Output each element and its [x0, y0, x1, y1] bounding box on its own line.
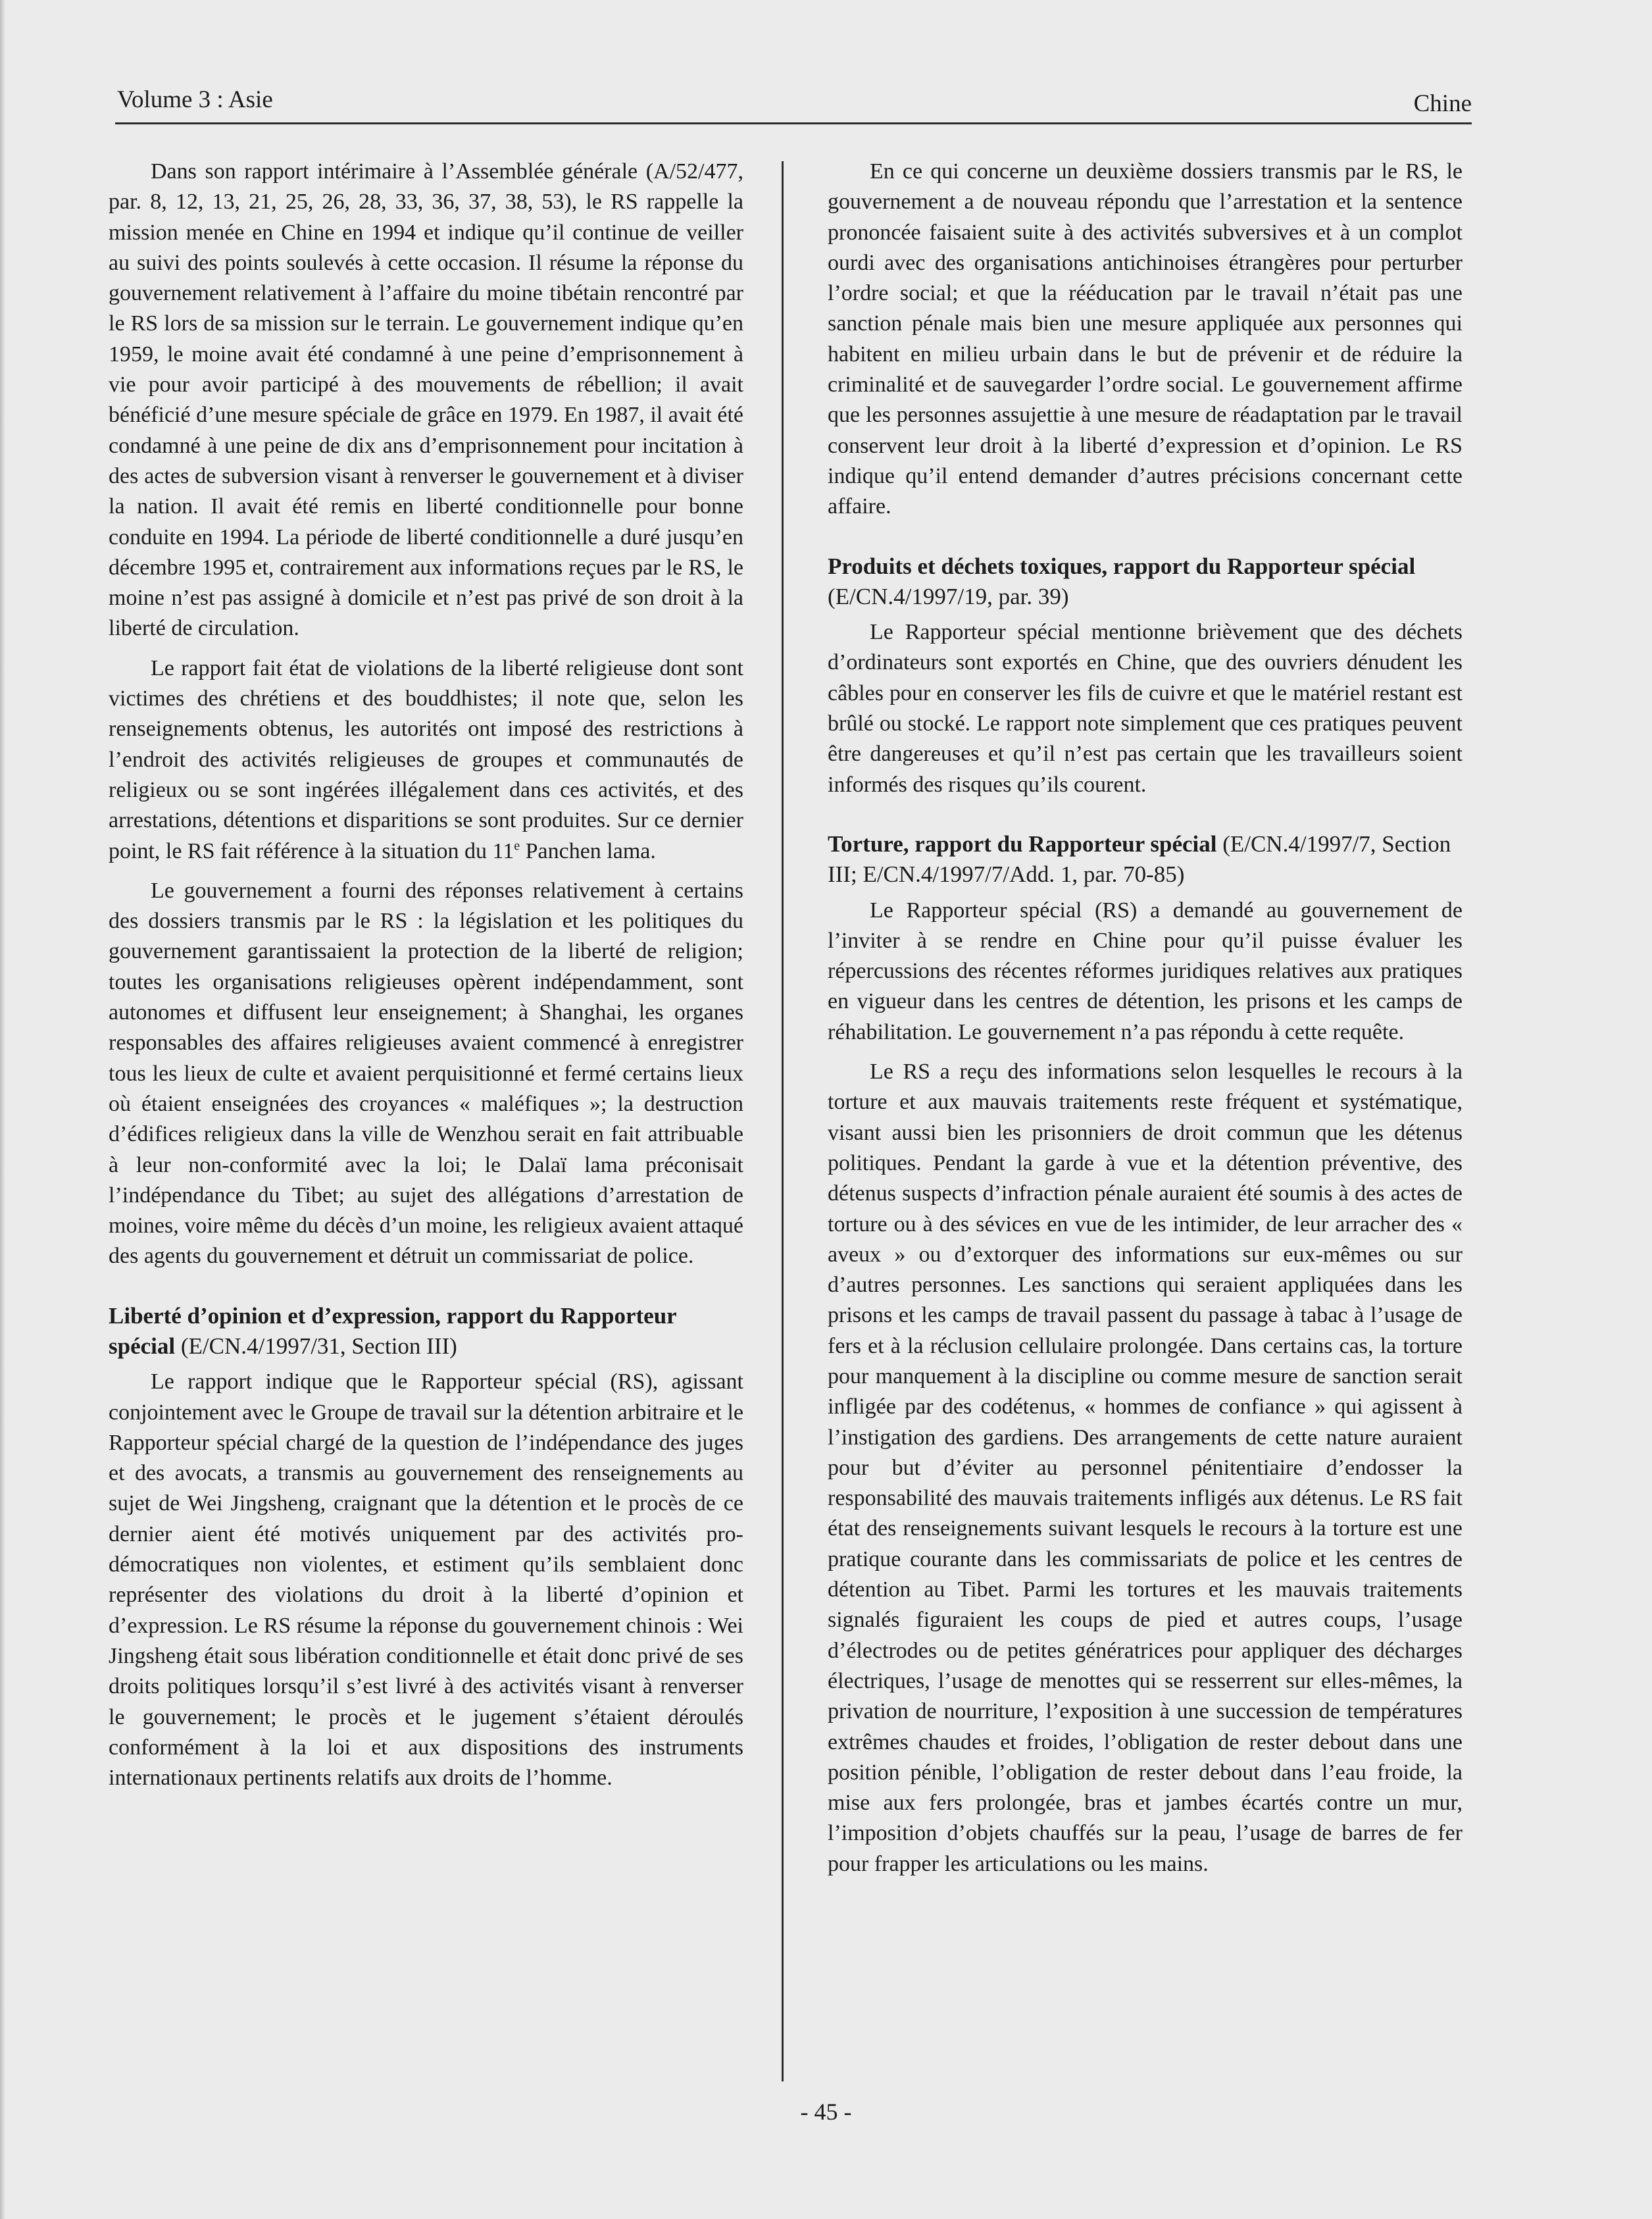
heading-title: Liberté d’opinion et d’expression, rapport du Rapporteur spécial [109, 1302, 677, 1359]
paragraph-second-dossier: En ce qui concerne un deuxième dossiers transmis par le RS, le gouvernement a de nouveau répondu que l’arrestation et la sentence prononcée faisaient suite à des activités subversives et à un complot ourdi avec des organisations antichinoises étrangères pour perturber l’ordre social; et que la rééducation par le travail n’était pas une sanction pénale mais bien une mesure appliquée aux personnes qui habitent en milieu urbain dans le but de prévenir et de réduire la criminalité et de sauvegarder l’ordre social. Le gouvernement affirme que les personnes assujettie à une mesure de réadaptation par le travail conservent leur droit à la liberté d’expression et d’opinion. Le RS indique qu’il entend demander d’autres précisions concernant cette affaire. [828, 159, 1463, 519]
section-heading-opinion-expression [109, 1301, 743, 1362]
paragraph-toxic-waste: Le Rapporteur spécial mentionne brièvement que des déchets d’ordinateurs sont exportés en Chine, que des ouvriers dénudent les câbles pour en conserver les fils de cuivre et que le matériel restant est brûlé ou stocké. Le rapport note simplement que ces pratiques peuvent être dangereuses et qu’il n’est pas certain que les travailleurs soient informés des risques qu’ils courent. [828, 620, 1463, 797]
header-rule [115, 122, 1472, 124]
heading-title: Torture, rapport du Rapporteur spécial [828, 830, 1217, 857]
section-heading-toxic-waste [828, 551, 1463, 613]
header-country: Chine [1413, 90, 1472, 117]
paragraph-interim-report: Dans son rapport intérimaire à l’Assemblée générale (A/52/477, par. 8, 12, 13, 21, 25, 26, 28, 33, 36, 37, 38, 53), le RS rappelle la mission menée en Chine en 1994 et indique qu’il continue de veiller au suivi des points soulevés à cette occasion. Il résume la réponse du gouvernement relativement à l’affaire du moine tibétain rencontré par le RS lors de sa mission sur le terrain. Le gouvernement indique qu’en 1959, le moine avait été condamné à une peine d’emprisonnement à vie pour avoir participé à des mouvements de rébellion; il avait bénéficié d’une mesure spéciale de grâce en 1979. En 1987, il avait été condamné à une peine de dix ans d’emprisonnement pour incitation à des actes de subversion visant à renverser le gouvernement et à diviser la nation. Il avait été remis en liberté conditionnelle pour bonne conduite en 1994. La période de liberté conditionnelle a duré jusqu’en décembre 1995 et, contrairement aux informations reçues par le RS, le moine n’est pas assigné à domicile et n’est pas privé de son droit à la liberté de circulation. [109, 159, 743, 641]
paragraph-religious-freedom [109, 653, 743, 867]
page-number: - 45 - [800, 2099, 852, 2125]
paragraph-wei-jingsheng: Le rapport indique que le Rapporteur spécial (RS), agissant conjointement avec le Groupe de travail sur la détention arbitraire et le Rapporteur spécial chargé de la question de l’indépendance des juges et des avocats, a transmis au gouvernement des renseignements au sujet de Wei Jingsheng, craignant que la détention et le procès de ce dernier aient été motivés uniquement par des activités pro-démocratiques non violentes, et estiment qu’ils semblaient donc représenter des violations du droit à la liberté d’opinion et d’expression. Le RS résume la réponse du gouvernement chinois : Wei Jingsheng était sous libération conditionnelle et était donc privé de ses droits politiques lorsqu’il s’est livré à des activités visant à renverser le gouvernement; le procès et le jugement s’étaient déroulés conformément à la loi et aux dispositions des instruments internationaux pertinents relatifs aux droits de l’homme. [109, 1369, 743, 1791]
section-heading-torture [828, 829, 1463, 890]
paragraph-text: Le rapport fait état de violations de la liberté religieuse dont sont victimes des chrétiens et des bouddhistes; il note que, selon les renseignements obtenus, les autorités ont imposé des restrictions à l’endroit des activités religieuses de groupes et communautés de religieux ou se sont ingérées illégalement dans ces activités, et des arrestations, détentions et disparitions se sont produites. Sur ce dernier point, le RS fait référence à la situation du 11 [109, 655, 743, 863]
paragraph-government-replies: Le gouvernement a fourni des réponses relativement à certains des dossiers transmis par le RS : la législation et les politiques du gouvernement garantissaient la protection de la liberté de religion; toutes les organisations religieuses opèrent indépendamment, sont autonomes et diffusent leur enseignement; à Shanghai, les organes responsables des affaires religieuses avaient commencé à enregistrer tous les lieux de culte et avaient perquisitionné et fermé certains lieux où étaient enseignées des croyances « maléfiques »; la destruction d’édifices religieux dans la ville de Wenzhou serait en fait attribuable à leur non-conformité avec la loi; le Dalaï lama préconisait l’indépendance du Tibet; au sujet des allégations d’arrestation de moines, voire même du décès d’un moine, les religieux avaient attaqué des agents du gouvernement et détruit un commissariat de police. [109, 878, 743, 1269]
column-divider [782, 161, 784, 2081]
heading-reference: (E/CN.4/1997/19, par. 39) [828, 583, 1069, 609]
paragraph-torture-reports: Le RS a reçu des informations selon lesquelles le recours à la torture et aux mauvais traitements reste fréquent et systématique, visant aussi bien les prisonniers de droit commun que les détenus politiques. Pendant la garde à vue et la détention préventive, des détenus suspects d’infraction pénale auraient été soumis à des actes de torture ou à des sévices en vue de les intimider, de leur arracher des « aveux » ou d’extorquer des informations sur eux-mêmes ou sur d’autres personnes. Les sanctions qui seraient appliquées dans les prisons et les camps de travail passent du passage à tabac à l’usage de fers et à la réclusion cellulaire prolongée. Dans certains cas, la torture pour manquement à la discipline ou comme mesure de sanction serait infligée par des codétenus, « hommes de confiance » qui agissent à l’instigation des gardiens. Des arrangements de cette nature auraient pour but d’éviter au personnel pénitentiaire d’endosser la responsabilité des mauvais traitements infligés aux détenus. Le RS fait état des renseignements suivant lesquels le recours à la torture est une pratique courante dans les commissariats de police et les centres de détention au Tibet. Parmi les tortures et les mauvais traitements signalés figuraient les coups de pied et autres coups, l’usage d’électrodes ou de petites génératrices pour appliquer des décharges électriques, l’usage de menottes qui se resserrent sur elles-mêmes, la privation de nourriture, l’exposition à une succession de températures extrêmes chaudes et froides, l’obligation de rester debout dans une position pénible, l’obligation de rester debout dans l’eau froide, la mise aux fers prolongée, bras et jambes écartés contre un mur, l’imposition d’objets chauffés sur la peau, l’usage de barres de fer pour frapper les articulations ou les mains. [828, 1059, 1463, 1876]
superscript-ordinal: e [514, 838, 520, 854]
paragraph-text-end: Panchen lama. [520, 838, 656, 863]
header-volume: Volume 3 : Asie [117, 86, 273, 113]
page-binding-edge [0, 0, 5, 2219]
left-column [109, 157, 743, 1802]
paragraph-visit-request: Le Rapporteur spécial (RS) a demandé au gouvernement de l’inviter à se rendre en Chine pour qu’il puisse évaluer les répercussions des récentes réformes juridiques relatives aux pratiques en vigueur dans les centres de détention, les prisons et les camps de réhabilitation. Le gouvernement n’a pas répondu à cette requête. [828, 898, 1463, 1044]
running-header [115, 80, 1472, 120]
heading-title: Produits et déchets toxiques, rapport du Rapporteur spécial [828, 553, 1416, 579]
heading-reference: (E/CN.4/1997/7, Section III; E/CN.4/1997/7/Add. 1, par. 70-85) [828, 830, 1451, 888]
heading-reference: (E/CN.4/1997/31, Section III) [175, 1333, 457, 1359]
right-column [828, 157, 1463, 1889]
